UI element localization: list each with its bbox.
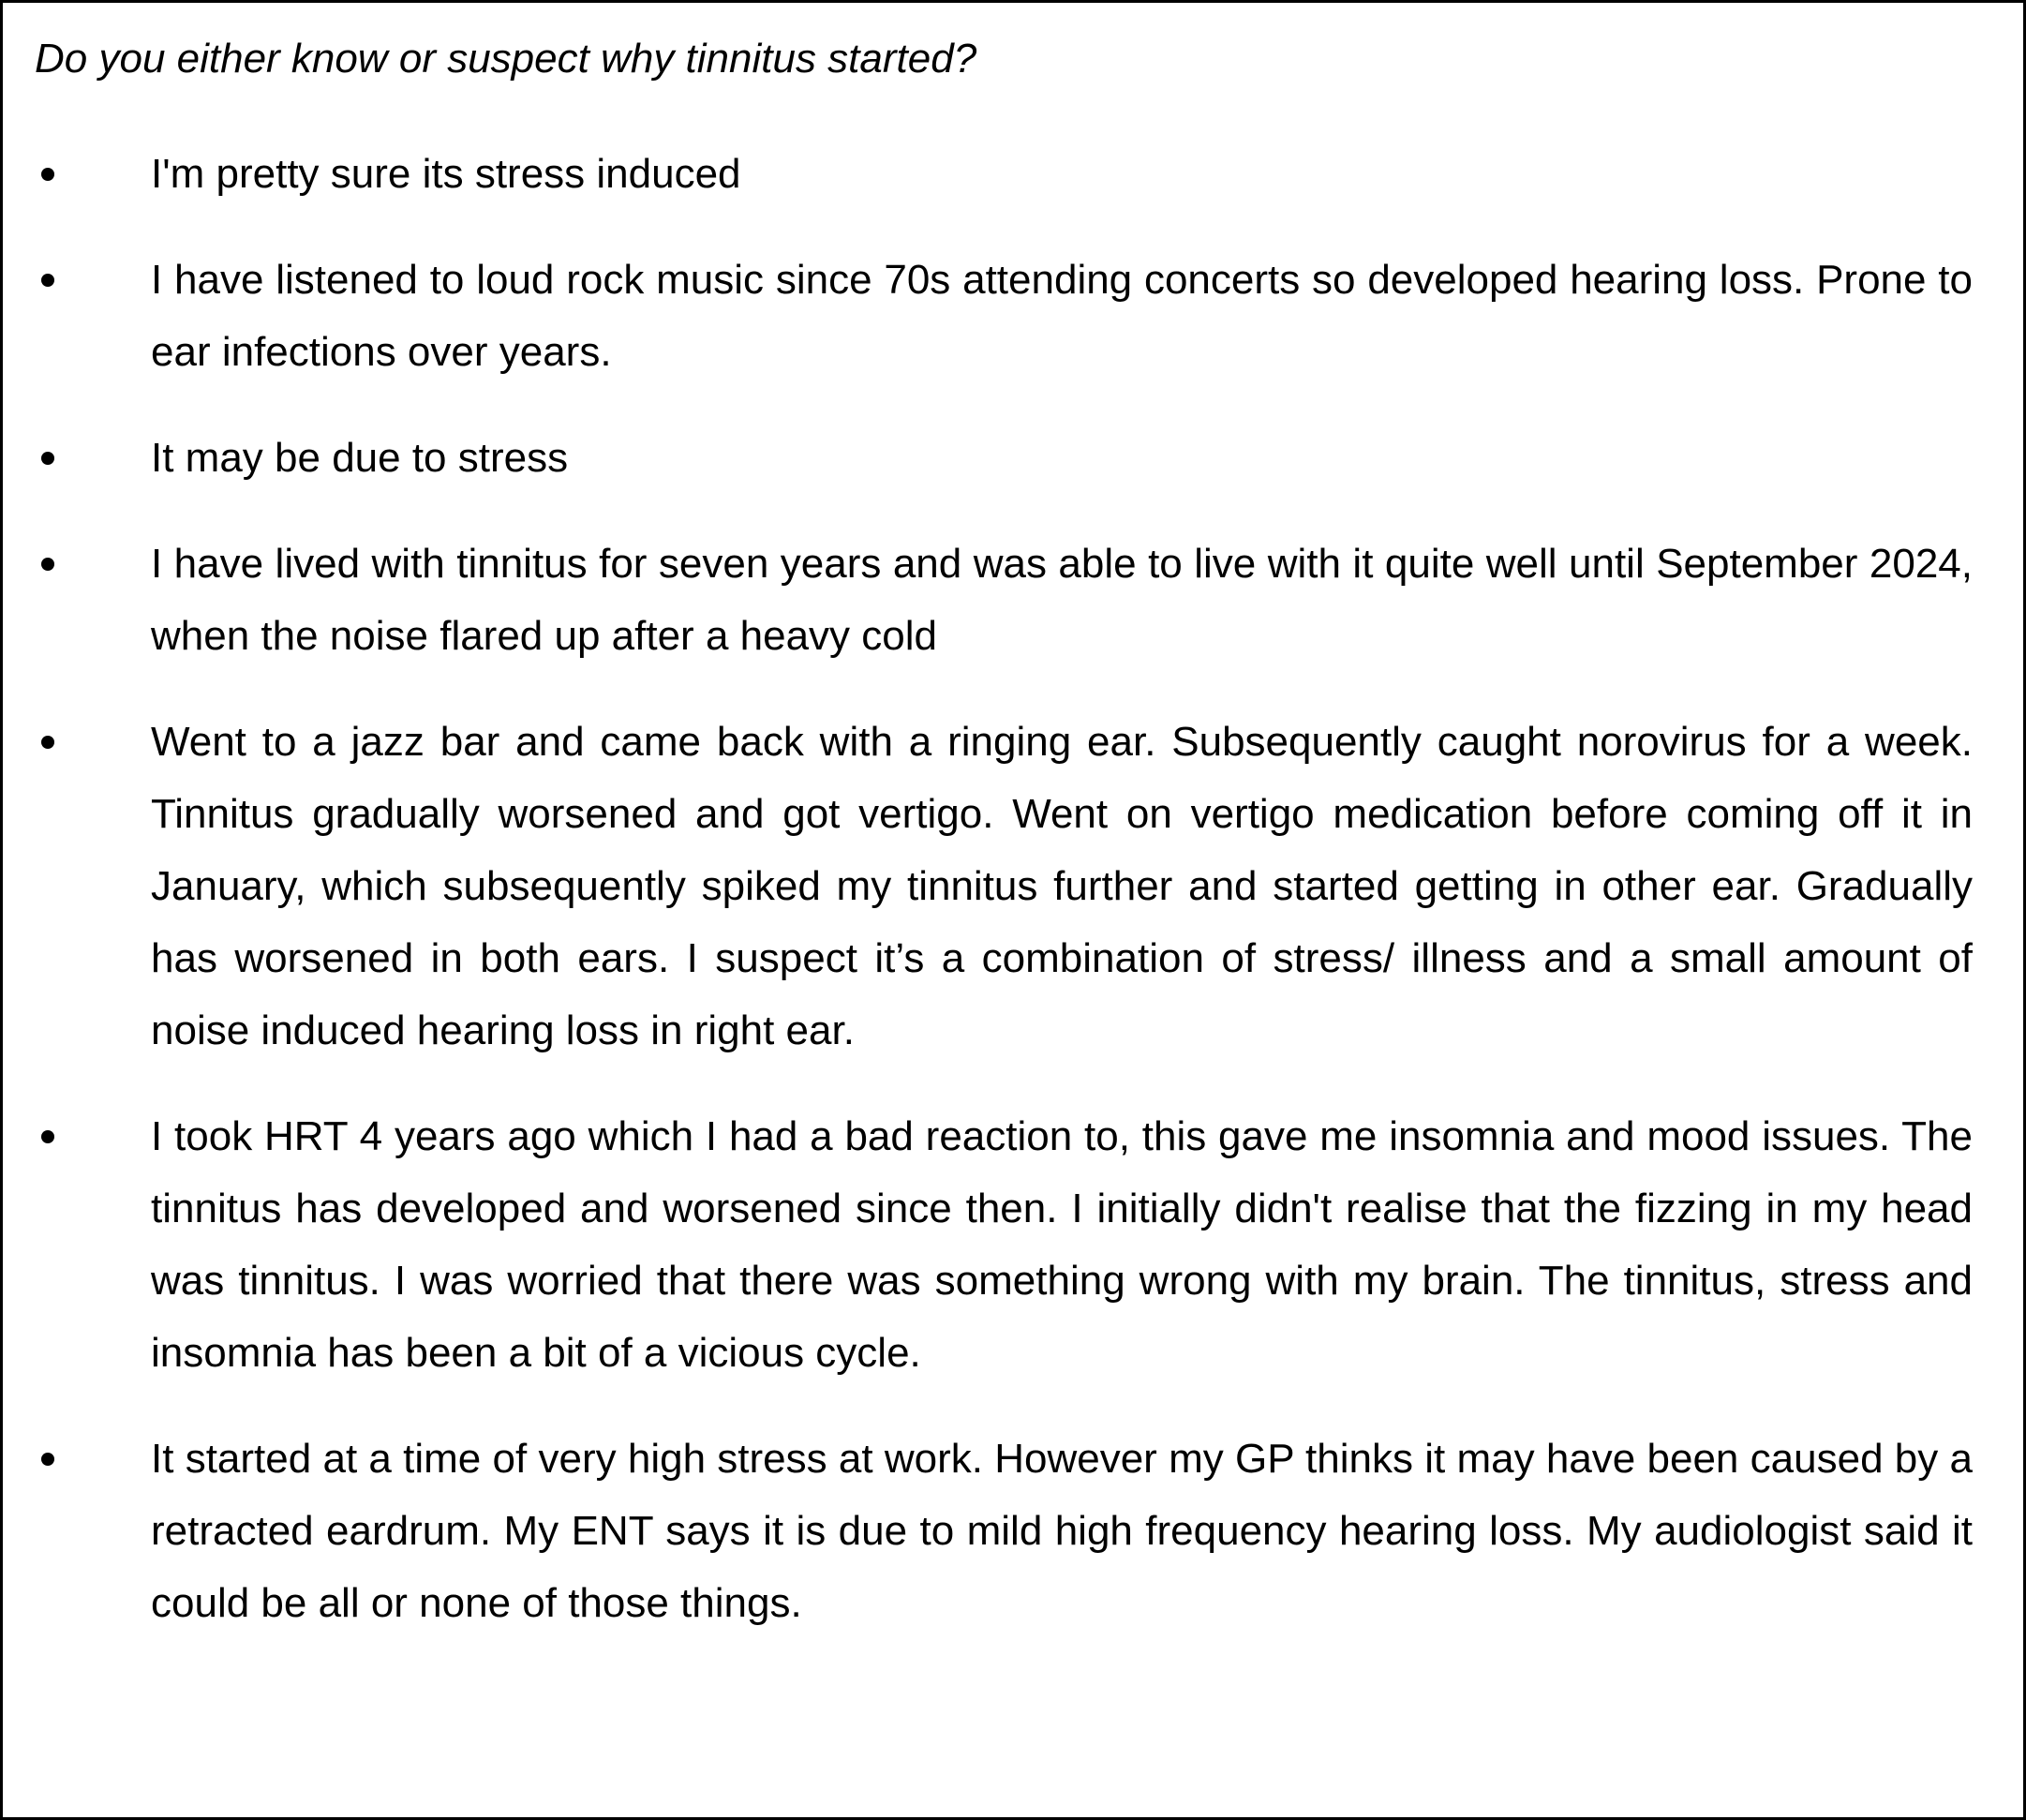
answer-text: I have lived with tinnitus for seven years and was able to live with it quite well until September 2024, when the noise flared up after a heavy cold (151, 541, 1973, 659)
bullet-icon (37, 1100, 59, 1172)
list-item (3, 138, 2026, 210)
answer-text: It started at a time of very high stress at work. However my GP thinks it may have been caused by a retracted eardrum. My ENT says it is due to mild high frequency hearing loss. My audiologist said it could be all or none of those things. (151, 1436, 1973, 1626)
bullet-icon (37, 138, 59, 210)
answer-text: Went to a jazz bar and came back with a ringing ear. Subsequently caught norovirus for a week. Tinnitus gradually worsened and got vertigo. Went on vertigo medication before coming off it in January, which subsequently spiked my tinnitus further and started getting in other ear. Gradually has worsened in both ears. I suspect it’s a combination of stress/ illness and a small amount of noise induced hearing loss in right ear. (151, 719, 1973, 1053)
list-item (3, 244, 2026, 388)
answer-text: I'm pretty sure its stress induced (151, 151, 741, 197)
answer-text: I took HRT 4 years ago which I had a bad reaction to, this gave me insomnia and mood issues. The tinnitus has developed and worsened since then. I initially didn't realise that the fizzing in my head was tinnitus. I was worried that there was something wrong with my brain. The tinnitus, stress and insomnia has been a bit of a vicious cycle. (151, 1113, 1973, 1376)
answer-text: It may be due to stress (151, 435, 569, 481)
list-item (3, 1100, 2026, 1389)
list-item (3, 706, 2026, 1067)
answer-list (3, 138, 2026, 1673)
answer-text: I have listened to loud rock music since 70s attending concerts so developed hearing loss. Prone to ear infections over years. (151, 257, 1973, 375)
bullet-icon (37, 1423, 59, 1495)
bullet-icon (37, 244, 59, 316)
list-item (3, 1423, 2026, 1639)
list-item (3, 528, 2026, 672)
bullet-icon (37, 422, 59, 494)
bullet-icon (37, 528, 59, 600)
question-heading: Do you either know or suspect why tinnitus started? (35, 36, 977, 82)
bullet-icon (37, 706, 59, 778)
list-item (3, 422, 2026, 494)
